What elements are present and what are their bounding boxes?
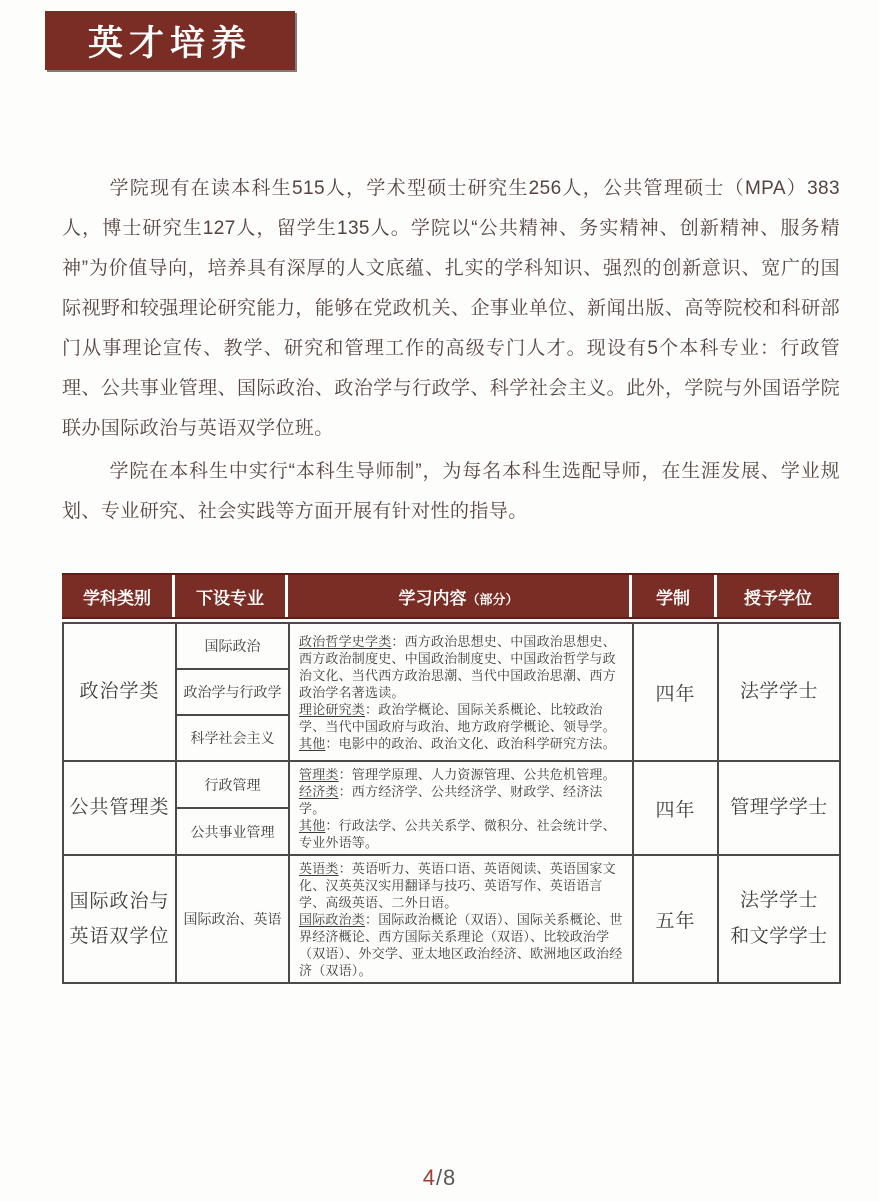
- content-segment: [299, 735, 623, 752]
- content-label: 管理类: [299, 767, 339, 782]
- header-content: [288, 575, 632, 617]
- programs-table-header: [62, 573, 839, 619]
- content-text: ：西方政治思想史、中国政治思想史、西方政治制度史、中国政治制度史、中国政治哲学与政治文化、当代西方政治思潮、当代中国政治思潮、西方政治学名著选读。: [299, 634, 616, 700]
- content-text: ：行政法学、公共关系学、微积分、社会统计学、专业外语等。: [299, 818, 616, 850]
- content-segment: [299, 860, 623, 911]
- duration-cell: 五年: [634, 856, 719, 984]
- content-segment: [299, 783, 623, 817]
- content-text: ：政治学概论、国际关系概论、比较政治学、当代中国政府与政治、地方政府学概论、领导学。: [299, 702, 616, 734]
- degree-line-1: 法学学士: [739, 889, 818, 911]
- section-title: 英才培养: [87, 23, 252, 63]
- header-duration: 学制: [632, 575, 717, 617]
- content-label: 其他: [299, 736, 326, 751]
- major-cell: 行政管理: [177, 762, 290, 809]
- category-cell: 国际政治与英语双学位: [64, 856, 177, 984]
- degree-cell: [719, 856, 841, 984]
- header-content-main: 学习内容: [398, 588, 467, 608]
- page-number-current: 4: [422, 1165, 436, 1190]
- major-cell: 公共事业管理: [177, 809, 290, 856]
- major-cell: 国际政治、英语: [177, 856, 290, 984]
- degree-cell: 法学学士: [719, 624, 841, 762]
- section-title-banner: [45, 11, 295, 70]
- content-label: 英语类: [299, 861, 339, 876]
- table-row: [64, 762, 841, 809]
- content-cell: [290, 856, 634, 984]
- content-text: ：管理学原理、人力资源管理、公共危机管理。: [338, 767, 616, 782]
- table-row: [64, 856, 841, 984]
- content-cell: [290, 762, 634, 856]
- content-text: ：英语听力、英语口语、英语阅读、英语国家文化、汉英英汉实用翻译与技巧、英语写作、英语语言学、高级英语、二外日语。: [299, 861, 616, 910]
- major-cell: 国际政治: [177, 624, 290, 670]
- content-segment: [299, 633, 623, 701]
- degree-line-2: 和文学学士: [730, 926, 828, 947]
- content-segment: [299, 911, 623, 979]
- table-row: [64, 624, 841, 670]
- header-majors: 下设专业: [175, 575, 288, 617]
- programs-table: [62, 573, 841, 984]
- category-cell: 政治学类: [64, 624, 177, 762]
- degree-cell: 管理学学士: [719, 762, 841, 856]
- content-cell: [290, 624, 634, 762]
- intro-paragraph: 学院现有在读本科生515人，学术型硕士研究生256人，公共管理硕士（MPA）383人，博士研究生127人，留学生135人。学院以“公共精神、务实精神、创新精神、服务精神”为价值导向，培养具有深厚的人文底蕴、扎实的学科知识、强烈的创新意识、宽广的国际视野和较强理论研究能力，能够在党政机关、企事业单位、新闻出版、高等院校和科研部门从事理论宣传、教学、研究和管理工作的高级专门人才。现设有5个本科专业：行政管理、公共事业管理、国际政治、政治学与行政学、科学社会主义。此外，学院与外国语学院联办国际政治与英语双学位班。: [62, 178, 840, 439]
- content-label: 理论研究类: [299, 702, 366, 717]
- major-cell: 科学社会主义: [177, 716, 290, 762]
- programs-table-body: [62, 622, 841, 984]
- content-segment: [299, 817, 623, 851]
- page-number: [0, 1165, 879, 1191]
- header-category: 学科类别: [62, 575, 175, 617]
- mentor-paragraph: 学院在本科生中实行“本科生导师制”，为每名本科生选配导师，在生涯发展、学业规划、专业研究、社会实践等方面开展有针对性的指导。: [62, 461, 840, 522]
- content-label: 经济类: [299, 784, 339, 799]
- content-text: ：国际政治概论（双语）、国际关系概论、世界经济概论、西方国际关系理论（双语）、比较政治学（双语）、外交学、亚太地区政治经济、欧洲地区政治经济（双语）。: [299, 912, 623, 978]
- page-number-total: /8: [435, 1165, 457, 1190]
- category-cell: 公共管理类: [64, 762, 177, 856]
- content-label: 其他: [299, 818, 326, 833]
- major-cell: 政治学与行政学: [177, 670, 290, 716]
- duration-cell: 四年: [634, 762, 719, 856]
- content-segment: [299, 701, 623, 735]
- content-segment: [299, 766, 623, 783]
- duration-cell: 四年: [634, 624, 719, 762]
- header-content-note: （部分）: [466, 591, 519, 607]
- content-label: 政治哲学史学类: [299, 634, 392, 649]
- content-text: ：西方经济学、公共经济学、财政学、经济法学。: [299, 784, 603, 816]
- content-label: 国际政治类: [299, 912, 366, 927]
- content-text: ：电影中的政治、政治文化、政治科学研究方法。: [325, 736, 616, 751]
- header-degree: 授予学位: [717, 575, 839, 617]
